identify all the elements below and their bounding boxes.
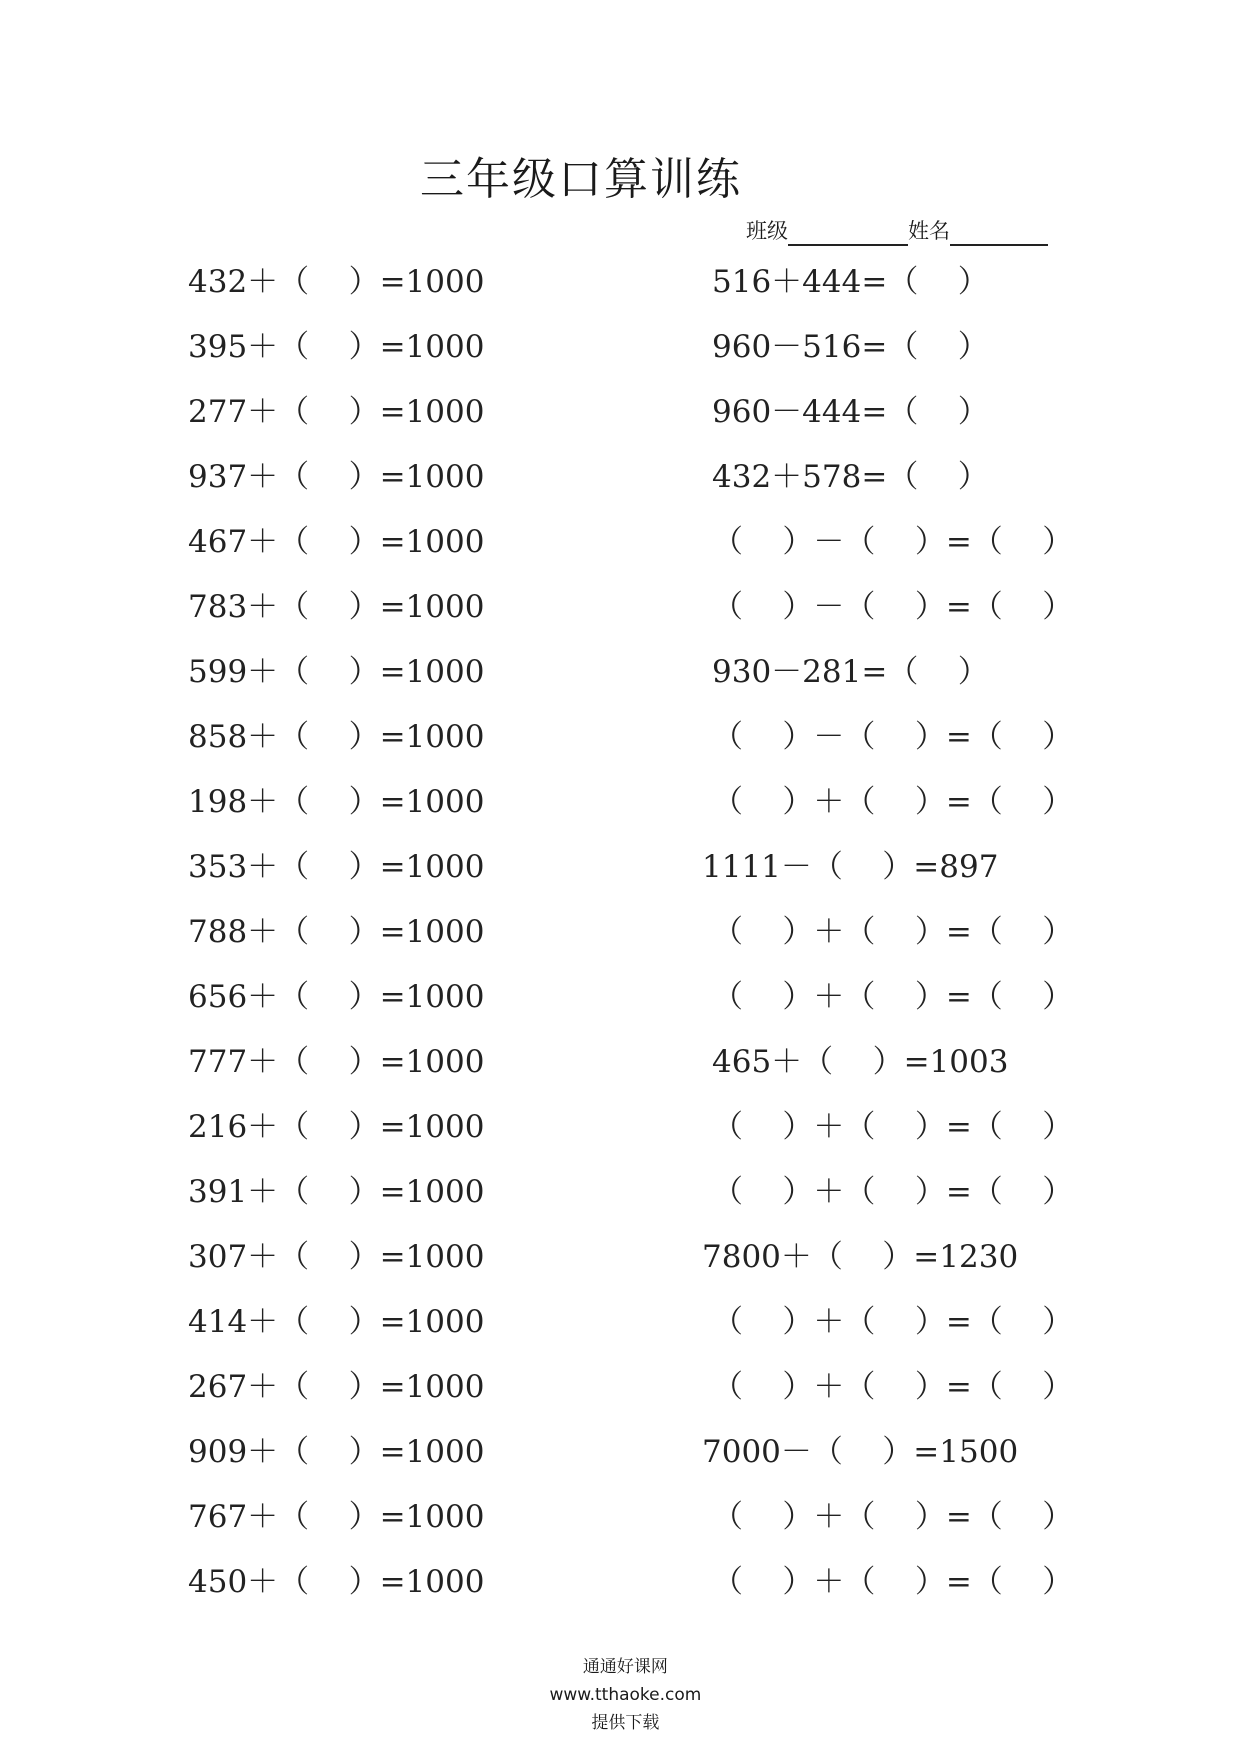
problem-row bbox=[0, 1420, 1240, 1485]
right-problem: 960－444=（ ） bbox=[712, 394, 989, 430]
left-problem: 656＋（ ）=1000 bbox=[188, 979, 485, 1015]
problem-row bbox=[0, 1030, 1240, 1095]
problem-row bbox=[0, 1550, 1240, 1615]
footer-suffix: 提供下载 bbox=[591, 1713, 660, 1733]
right-problem: （ ）－（ ）=（ ） bbox=[712, 524, 1074, 560]
problem-row bbox=[0, 1290, 1240, 1355]
left-problem: 909＋（ ）=1000 bbox=[188, 1434, 485, 1470]
left-problem: 414＋（ ）=1000 bbox=[188, 1304, 485, 1340]
left-problem: 391＋（ ）=1000 bbox=[188, 1174, 485, 1210]
problem-row bbox=[0, 315, 1240, 380]
problem-row bbox=[0, 1160, 1240, 1225]
left-problem: 353＋（ ）=1000 bbox=[188, 849, 485, 885]
left-problem: 467＋（ ）=1000 bbox=[188, 524, 485, 560]
right-problem: （ ）＋（ ）=（ ） bbox=[712, 1304, 1074, 1340]
problem-row bbox=[0, 445, 1240, 510]
left-problem: 777＋（ ）=1000 bbox=[188, 1044, 485, 1080]
problem-row bbox=[0, 380, 1240, 445]
right-problem: （ ）＋（ ）=（ ） bbox=[712, 979, 1074, 1015]
problem-row bbox=[0, 1355, 1240, 1420]
left-problem: 783＋（ ）=1000 bbox=[188, 589, 485, 625]
right-problem: （ ）－（ ）=（ ） bbox=[712, 719, 1074, 755]
student-info bbox=[746, 216, 1048, 246]
problem-row bbox=[0, 640, 1240, 705]
left-problem: 767＋（ ）=1000 bbox=[188, 1499, 485, 1535]
left-problem: 277＋（ ）=1000 bbox=[188, 394, 485, 430]
right-problem: （ ）＋（ ）=（ ） bbox=[712, 1499, 1074, 1535]
problem-row bbox=[0, 965, 1240, 1030]
right-problem: （ ）－（ ）=（ ） bbox=[712, 589, 1074, 625]
right-problem: （ ）＋（ ）=（ ） bbox=[712, 914, 1074, 950]
left-problem: 788＋（ ）=1000 bbox=[188, 914, 485, 950]
problem-row bbox=[0, 835, 1240, 900]
footer bbox=[0, 1625, 1240, 1737]
left-problem: 599＋（ ）=1000 bbox=[188, 654, 485, 690]
right-problem: （ ）＋（ ）=（ ） bbox=[712, 1174, 1074, 1210]
left-problem: 216＋（ ）=1000 bbox=[188, 1109, 485, 1145]
right-problem: 516＋444=（ ） bbox=[712, 264, 989, 300]
right-problem: （ ）＋（ ）=（ ） bbox=[712, 1369, 1074, 1405]
right-problem: 7000－（ ）=1500 bbox=[702, 1434, 1019, 1470]
name-blank-line[interactable] bbox=[950, 218, 1048, 246]
left-problem: 307＋（ ）=1000 bbox=[188, 1239, 485, 1275]
left-problem: 395＋（ ）=1000 bbox=[188, 329, 485, 365]
footer-url: www.tthaoke.com bbox=[549, 1685, 702, 1705]
right-problem: （ ）＋（ ）=（ ） bbox=[712, 1109, 1074, 1145]
left-problem: 937＋（ ）=1000 bbox=[188, 459, 485, 495]
problem-row bbox=[0, 510, 1240, 575]
problem-row bbox=[0, 250, 1240, 315]
problem-row bbox=[0, 1095, 1240, 1160]
left-problem: 450＋（ ）=1000 bbox=[188, 1564, 485, 1600]
page-title: 三年级口算训练 bbox=[420, 154, 742, 205]
left-problem: 432＋（ ）=1000 bbox=[188, 264, 485, 300]
problem-row bbox=[0, 1225, 1240, 1290]
left-problem: 858＋（ ）=1000 bbox=[188, 719, 485, 755]
right-problem: 7800＋（ ）=1230 bbox=[702, 1239, 1019, 1275]
right-problem: 960－516=（ ） bbox=[712, 329, 989, 365]
problem-row bbox=[0, 770, 1240, 835]
right-problem: （ ）＋（ ）=（ ） bbox=[712, 784, 1074, 820]
footer-site-name: 通通好课网 bbox=[582, 1657, 668, 1677]
class-blank-line[interactable] bbox=[788, 218, 908, 246]
name-label: 姓名 bbox=[908, 219, 950, 243]
left-problem: 198＋（ ）=1000 bbox=[188, 784, 485, 820]
right-problem: （ ）＋（ ）=（ ） bbox=[712, 1564, 1074, 1600]
right-problem: 465＋（ ）=1003 bbox=[712, 1044, 1009, 1080]
class-label: 班级 bbox=[746, 219, 788, 243]
right-problem: 930－281=（ ） bbox=[712, 654, 989, 690]
right-problem: 432＋578=（ ） bbox=[712, 459, 989, 495]
problem-row bbox=[0, 705, 1240, 770]
problem-row bbox=[0, 1485, 1240, 1550]
problem-row bbox=[0, 900, 1240, 965]
problem-row bbox=[0, 575, 1240, 640]
right-problem: 1111－（ ）=897 bbox=[702, 849, 999, 885]
left-problem: 267＋（ ）=1000 bbox=[188, 1369, 485, 1405]
